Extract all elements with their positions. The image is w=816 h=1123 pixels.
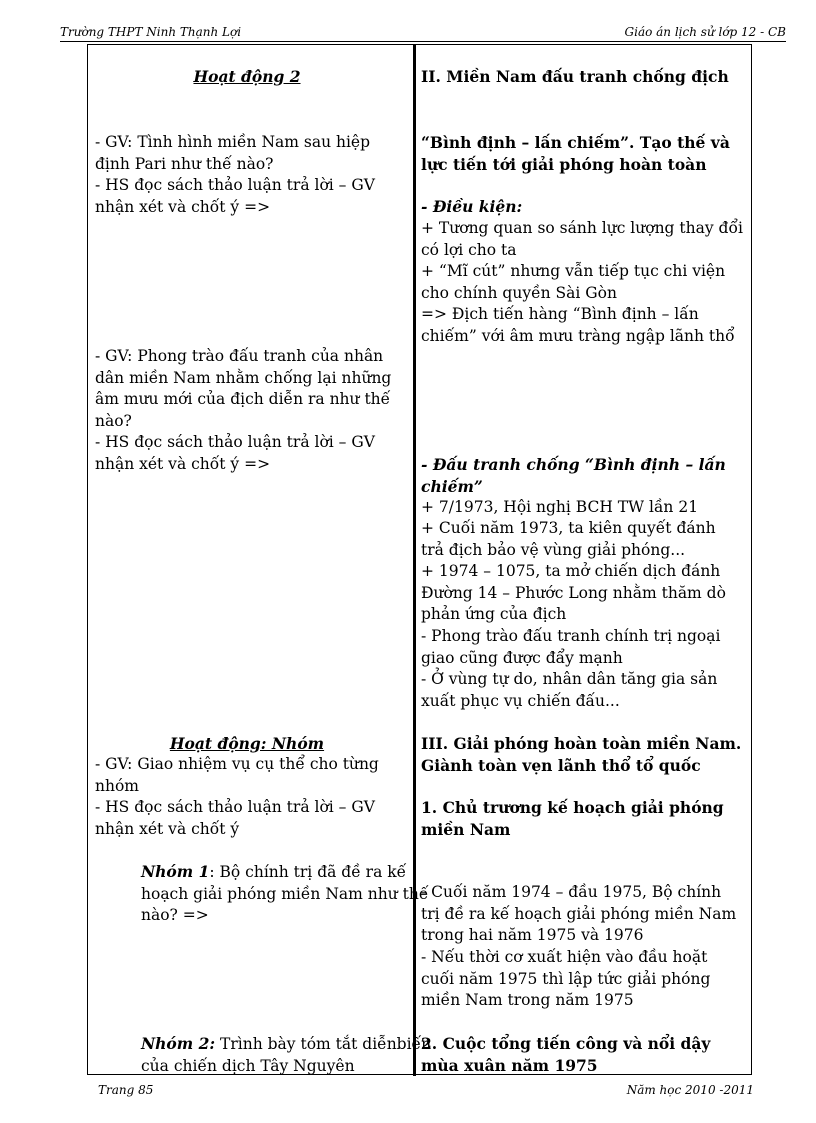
page-number: Trang 85 (98, 1083, 154, 1097)
school-year: Năm học 2010 -2011 (626, 1083, 754, 1097)
question-1-student: - HS đọc sách thảo luận trả lời – GV nhận xét và chốt ý => (95, 176, 375, 216)
group-1-label: Nhóm 1 (141, 862, 210, 881)
struggle-4: - Phong trào đấu tranh chính trị ngoại giao cũng được đẩy mạnh (421, 627, 721, 667)
lesson-table (87, 44, 752, 1075)
group-teacher-task: - GV: Giao nhiệm vụ cụ thể cho từng nhóm (95, 755, 379, 795)
struggle-title: - Đấu tranh chống “Bình định – lấn chiếm” (421, 455, 726, 496)
struggle-3: + 1974 – 1075, ta mở chiến dịch đánh Đường 14 – Phước Long nhằm thăm dò phản ứng của địch (421, 562, 726, 623)
section-2-subtitle: “Bình định – lấn chiếm”. Tạo thế và lực tiến tới giải phóng hoàn toàn (421, 133, 730, 174)
section-3-1-title: 1. Chủ trương kế hoạch giải phóng miền Nam (421, 798, 724, 839)
subject-title: Giáo án lịch sử lớp 12 - CB (624, 25, 786, 39)
group-2-label: Nhóm 2: (141, 1034, 216, 1053)
struggle-1: + 7/1973, Hội nghị BCH TW lần 21 (421, 498, 699, 516)
school-name: Trường THPT Ninh Thạnh Lợi (60, 25, 242, 39)
activity-2-title: Hoạt động 2 (193, 67, 301, 86)
group-student-task: - HS đọc sách thảo luận trả lời – GV nhận xét và chốt ý (95, 798, 375, 838)
condition-3: => Địch tiến hàng “Bình định – lấn chiếm” với âm mưu tràng ngập lãnh thổ (421, 305, 735, 345)
struggle-5: - Ở vùng tự do, nhân dân tăng gia sản xuất phục vụ chiến đấu... (421, 670, 718, 710)
section-2-title: II. Miền Nam đấu tranh chống địch (421, 67, 729, 86)
question-1-teacher: - GV: Tình hình miền Nam sau hiệp định Pari như thế nào? (95, 133, 371, 173)
group-1-text: : Bộ chính trị đã đề ra kế hoạch giải phóng miền Nam như thế nào? => (141, 863, 429, 924)
group-2-question (95, 1033, 445, 1077)
struggle-2: + Cuối năm 1973, ta kiên quyết đánh trả địch bảo vệ vùng giải phóng... (421, 519, 716, 559)
condition-2: + “Mĩ cút” nhưng vẫn tiếp tục chi viện cho chính quyền Sài Gòn (421, 262, 726, 302)
section-3-title: III. Giải phóng hoàn toàn miền Nam. Giành toàn vẹn lãnh thổ tổ quốc (421, 734, 742, 775)
page-header (60, 25, 786, 42)
group-2-text: Trình bày tóm tắt diễnbiến của chiến dịch Tây Nguyên (141, 1035, 432, 1075)
section-3-1-point-1: - Cuối năm 1974 – đầu 1975, Bộ chính trị đề ra kế hoạch giải phóng miền Nam trong hai năm 1975 và 1976 (421, 883, 737, 944)
group-1-question (95, 861, 445, 927)
question-2-student: - HS đọc sách thảo luận trả lời – GV nhận xét và chốt ý => (95, 433, 375, 473)
section-3-2-title: 2. Cuộc tổng tiến công và nổi dậy mùa xuân năm 1975 (421, 1034, 711, 1075)
group-activity-title: Hoạt động: Nhóm (169, 734, 325, 753)
table-bottom-border (87, 1074, 752, 1075)
section-3-1-point-2: - Nếu thời cơ xuất hiện vào đầu hoặt cuối năm 1975 thì lập tức giải phóng miền Nam trong năm 1975 (421, 948, 711, 1009)
conditions-title: - Điều kiện: (421, 197, 523, 216)
question-2-teacher: - GV: Phong trào đấu tranh của nhân dân miền Nam nhằm chống lại những âm mưu mới của địch diễn ra như thế nào? (95, 347, 392, 430)
condition-1: + Tương quan so sánh lực lượng thay đổi có lợi cho ta (421, 219, 743, 259)
